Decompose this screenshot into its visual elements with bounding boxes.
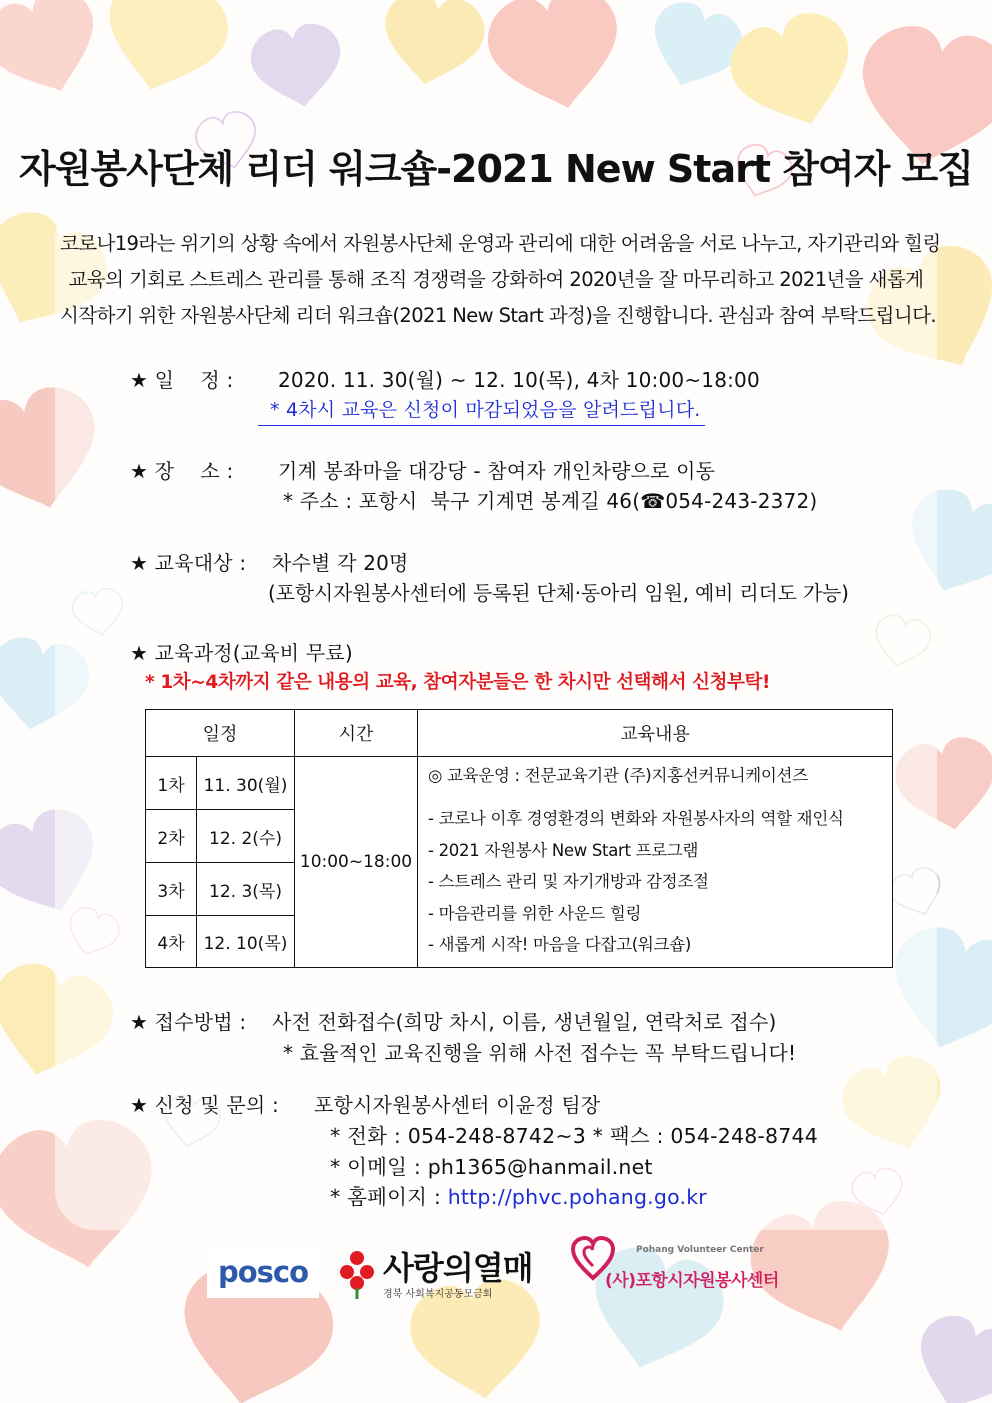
content-cell xyxy=(418,757,893,968)
content-item: - 코로나 이후 경영환경의 변화와 자원봉사자의 역할 재인식 xyxy=(428,809,844,828)
date-cell: 12. 3(목) xyxy=(197,863,295,916)
email-label: * 이메일 : xyxy=(330,1155,421,1179)
round-cell: 2차 xyxy=(146,810,197,863)
table-row xyxy=(146,757,893,810)
page-title: 자원봉사단체 리더 워크숍-2021 New Start 참여자 모집 xyxy=(18,147,973,191)
venue-label: ★ 장 소 : xyxy=(130,459,234,483)
content-item: - 2021 자원봉사 New Start 프로그램 xyxy=(428,840,699,860)
schedule-notice: * 4차시 교육은 신청이 마감되었음을 알려드립니다. xyxy=(258,395,705,426)
love-fruit-icon xyxy=(337,1250,377,1300)
homepage-link[interactable]: http://phvc.pohang.go.kr xyxy=(447,1185,707,1209)
course-label: ★ 교육과정(교육비 무료) xyxy=(130,641,353,665)
venue-value: 기계 봉좌마을 대강당 - 참여자 개인차량으로 이동 xyxy=(278,459,716,483)
intro-line-3: 시작하기 위한 자원봉사단체 리더 워크숍(2021 New Start 과정)을 진행합니다. 관심과 참여 부탁드립니다. xyxy=(60,304,936,327)
email-link[interactable]: ph1365@hanmail.net xyxy=(427,1155,653,1179)
contact-phone-fax: * 전화 : 054-248-8742~3 * 팩스 : 054-248-8744 xyxy=(330,1124,819,1148)
content-item: - 마음관리를 위한 사운드 힐링 xyxy=(428,903,642,923)
target-value: 차수별 각 20명 xyxy=(272,551,409,575)
header-time: 시간 xyxy=(295,710,418,757)
contact-email-line xyxy=(330,1150,653,1180)
posco-logo: posco xyxy=(207,1246,319,1298)
volunteer-center-logo-text: (사)포항시자원봉사센터 xyxy=(605,1271,779,1291)
application-notice: * 효율적인 교육진행을 위해 사전 접수는 꼭 부탁드립니다! xyxy=(283,1041,797,1065)
content-item: - 새롭게 시작! 마음을 다잡고(워크숍) xyxy=(428,935,691,954)
schedule-label: ★ 일 정 : xyxy=(130,368,234,392)
content-operator: ◎ 교육운영 : 전문교육기관 (주)지홍선커뮤니케이션즈 xyxy=(428,766,808,785)
round-cell: 1차 xyxy=(146,757,197,810)
target-label: ★ 교육대상 : xyxy=(130,551,247,575)
love-fruit-logo-text: 사랑의열매 xyxy=(383,1249,533,1287)
target-detail: (포항시자원봉사센터에 등록된 단체·동아리 임원, 예비 리더도 가능) xyxy=(268,581,849,605)
schedule-table xyxy=(145,709,893,968)
application-value: 사전 전화접수(희망 차시, 이름, 생년월일, 연락처로 접수) xyxy=(272,1010,777,1034)
content-item: - 스트레스 관리 및 자기개방과 감정조절 xyxy=(428,872,709,891)
contact-homepage-line xyxy=(330,1180,707,1210)
course-notice: * 1차~4차까지 같은 내용의 교육, 참여자분들은 한 차시만 선택해서 신청부탁! xyxy=(145,672,771,693)
love-fruit-logo-subtext: 경북 사회복지공동모금회 xyxy=(383,1289,493,1300)
table-header-row xyxy=(146,710,893,757)
round-cell: 3차 xyxy=(146,863,197,916)
header-schedule: 일정 xyxy=(146,710,295,757)
round-cell: 4차 xyxy=(146,916,197,968)
date-cell: 12. 2(수) xyxy=(197,810,295,863)
application-label: ★ 접수방법 : xyxy=(130,1010,247,1034)
contact-label: ★ 신청 및 문의 : xyxy=(130,1093,279,1117)
header-content: 교육내용 xyxy=(418,710,893,757)
schedule-value: 2020. 11. 30(월) ~ 12. 10(목), 4차 10:00~18:00 xyxy=(278,368,760,392)
date-cell: 12. 10(목) xyxy=(197,916,295,968)
volunteer-center-logo-subtext: Pohang Volunteer Center xyxy=(636,1245,764,1255)
homepage-label: * 홈페이지 : xyxy=(330,1185,442,1209)
intro-line-2: 교육의 기회로 스트레스 관리를 통해 조직 경쟁력을 강화하여 2020년을 잘 마무리하고 2021년을 새롭게 xyxy=(68,268,924,291)
contact-value: 포항시자원봉사센터 이윤정 팀장 xyxy=(314,1093,601,1117)
venue-address: * 주소 : 포항시 북구 기계면 봉계길 46(☎054-243-2372) xyxy=(283,489,818,513)
date-cell: 11. 30(월) xyxy=(197,757,295,810)
time-cell: 10:00~18:00 xyxy=(295,757,418,968)
intro-line-1: 코로나19라는 위기의 상황 속에서 자원봉사단체 운영과 관리에 대한 어려움을 서로 나누고, 자기관리와 힐링 xyxy=(60,232,941,255)
